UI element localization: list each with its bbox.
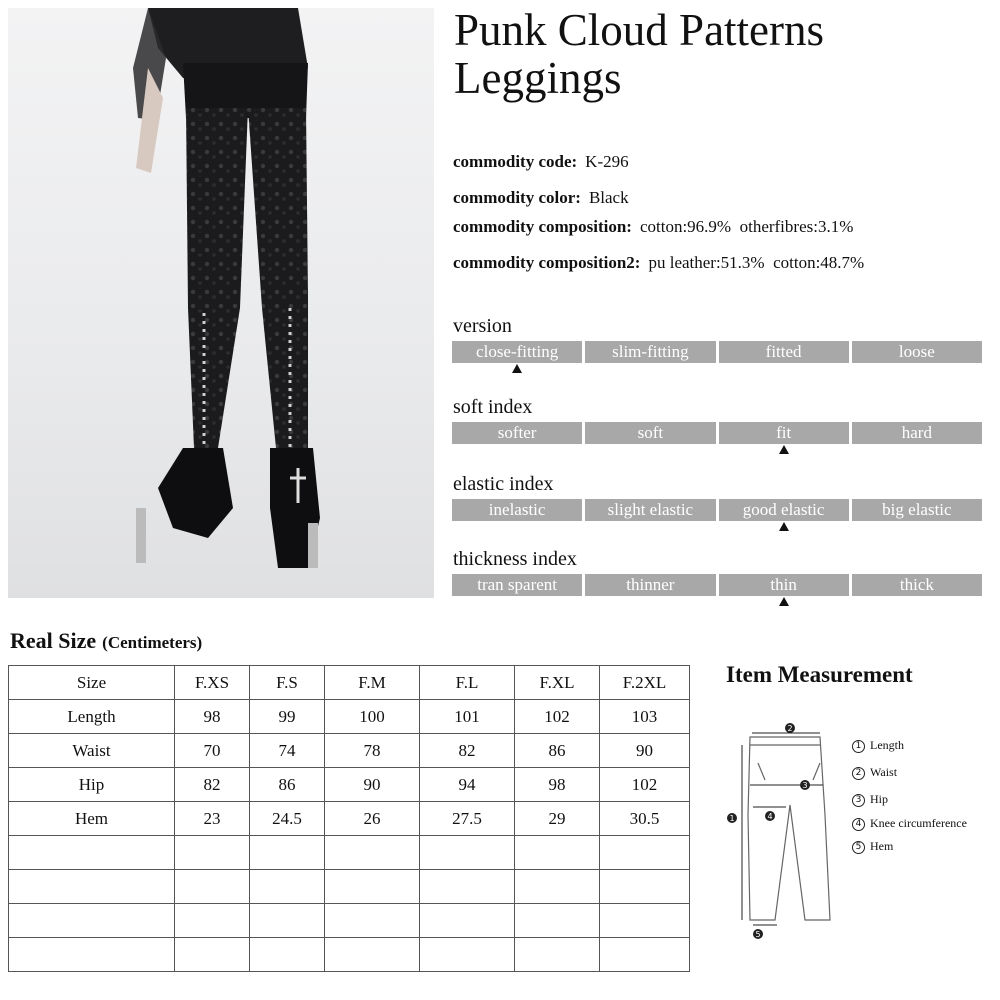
table-cell bbox=[325, 904, 420, 938]
size-table-header: F.L bbox=[420, 666, 515, 700]
table-cell: Hip bbox=[9, 768, 175, 802]
table-cell bbox=[250, 836, 325, 870]
table-cell: 99 bbox=[250, 700, 325, 734]
size-table-header: Size bbox=[9, 666, 175, 700]
table-cell: 23 bbox=[175, 802, 250, 836]
product-title-line2: Leggings bbox=[454, 53, 622, 103]
spec-commodity-color bbox=[453, 188, 629, 208]
spec-label: commodity color: bbox=[453, 188, 581, 207]
thickness-index-selected-marker-icon bbox=[779, 597, 789, 606]
table-cell bbox=[600, 904, 690, 938]
version-option: fitted bbox=[719, 341, 849, 363]
size-table-header: F.XS bbox=[175, 666, 250, 700]
table-cell: 24.5 bbox=[250, 802, 325, 836]
real-size-unit: (Centimeters) bbox=[102, 633, 203, 652]
table-cell: Waist bbox=[9, 734, 175, 768]
size-table-header: F.2XL bbox=[600, 666, 690, 700]
soft-index-selected-marker-icon bbox=[779, 445, 789, 454]
table-row bbox=[9, 938, 690, 972]
product-title-line1: Punk Cloud Patterns bbox=[454, 5, 825, 55]
table-cell: 82 bbox=[420, 734, 515, 768]
table-cell bbox=[9, 836, 175, 870]
legend-number: 3 bbox=[852, 794, 865, 807]
spec-composition2 bbox=[453, 253, 864, 273]
elastic-index-option: big elastic bbox=[852, 499, 982, 521]
svg-text:4: 4 bbox=[767, 812, 773, 821]
table-row bbox=[9, 802, 690, 836]
table-cell bbox=[600, 836, 690, 870]
table-cell: 102 bbox=[600, 768, 690, 802]
svg-text:3: 3 bbox=[802, 781, 808, 790]
table-cell: Length bbox=[9, 700, 175, 734]
table-cell: 74 bbox=[250, 734, 325, 768]
table-cell: 29 bbox=[515, 802, 600, 836]
version-option: loose bbox=[852, 341, 982, 363]
table-cell bbox=[515, 836, 600, 870]
table-cell: 30.5 bbox=[600, 802, 690, 836]
soft-index-option: soft bbox=[585, 422, 715, 444]
table-cell: 78 bbox=[325, 734, 420, 768]
real-size-title: Real Size bbox=[10, 628, 97, 653]
size-table-header-row bbox=[9, 666, 690, 700]
elastic-index-option: slight elastic bbox=[585, 499, 715, 521]
table-cell: 70 bbox=[175, 734, 250, 768]
table-cell bbox=[175, 904, 250, 938]
table-cell: 103 bbox=[600, 700, 690, 734]
measurement-legend-item bbox=[852, 839, 893, 854]
table-cell: 86 bbox=[250, 768, 325, 802]
thickness-index-option: tran sparent bbox=[452, 574, 582, 596]
table-cell bbox=[9, 904, 175, 938]
version-selected-marker-icon bbox=[512, 364, 522, 373]
legend-number: 1 bbox=[852, 740, 865, 753]
table-cell: 98 bbox=[175, 700, 250, 734]
table-cell bbox=[600, 870, 690, 904]
product-title bbox=[454, 6, 984, 102]
table-cell bbox=[9, 938, 175, 972]
table-row bbox=[9, 904, 690, 938]
legend-number: 2 bbox=[852, 767, 865, 780]
table-cell bbox=[600, 938, 690, 972]
table-cell bbox=[325, 870, 420, 904]
table-cell bbox=[325, 938, 420, 972]
spec-commodity-code bbox=[453, 152, 629, 172]
product-photo bbox=[8, 8, 434, 598]
svg-text:1: 1 bbox=[729, 814, 735, 823]
size-table-header: F.M bbox=[325, 666, 420, 700]
spec-value: K-296 bbox=[585, 152, 629, 171]
table-cell bbox=[175, 870, 250, 904]
legend-label: Knee circumference bbox=[870, 816, 967, 830]
thickness-index-option: thinner bbox=[585, 574, 715, 596]
table-cell: 90 bbox=[325, 768, 420, 802]
table-row bbox=[9, 768, 690, 802]
table-cell: 102 bbox=[515, 700, 600, 734]
elastic-index-selected-marker-icon bbox=[779, 522, 789, 531]
thickness-index-bar bbox=[452, 574, 982, 596]
table-cell: 27.5 bbox=[420, 802, 515, 836]
thickness-index-option: thin bbox=[719, 574, 849, 596]
table-cell: 100 bbox=[325, 700, 420, 734]
table-cell bbox=[420, 870, 515, 904]
size-table-header: F.S bbox=[250, 666, 325, 700]
version-option: slim-fitting bbox=[585, 341, 715, 363]
table-cell: 82 bbox=[175, 768, 250, 802]
table-cell bbox=[175, 938, 250, 972]
measurement-legend-item bbox=[852, 765, 897, 780]
size-table bbox=[8, 665, 690, 972]
table-cell: 86 bbox=[515, 734, 600, 768]
elastic-index-option: good elastic bbox=[719, 499, 849, 521]
table-cell bbox=[175, 836, 250, 870]
table-cell bbox=[9, 870, 175, 904]
table-cell: Hem bbox=[9, 802, 175, 836]
legend-label: Hip bbox=[870, 792, 888, 806]
spec-composition bbox=[453, 217, 853, 237]
legend-label: Length bbox=[870, 738, 904, 752]
table-cell bbox=[250, 870, 325, 904]
spec-value: Black bbox=[588, 188, 629, 207]
thickness-index-label: thickness index bbox=[453, 548, 577, 570]
version-bar bbox=[452, 341, 982, 363]
trousers-diagram-icon bbox=[720, 715, 845, 945]
spec-label: commodity code: bbox=[453, 152, 578, 171]
legend-label: Waist bbox=[870, 765, 898, 779]
table-row bbox=[9, 700, 690, 734]
table-cell bbox=[420, 904, 515, 938]
svg-text:2: 2 bbox=[787, 724, 793, 733]
soft-index-option: fit bbox=[719, 422, 849, 444]
table-cell: 90 bbox=[600, 734, 690, 768]
table-row bbox=[9, 870, 690, 904]
legend-label: Hem bbox=[870, 839, 894, 853]
soft-index-option: hard bbox=[852, 422, 982, 444]
soft-index-option: softer bbox=[452, 422, 582, 444]
spec-value: cotton:96.9% otherfibres:3.1% bbox=[639, 217, 854, 236]
svg-text:5: 5 bbox=[755, 930, 761, 939]
spec-label: commodity composition2: bbox=[453, 253, 641, 272]
table-cell: 26 bbox=[325, 802, 420, 836]
elastic-index-bar bbox=[452, 499, 982, 521]
spec-value: pu leather:51.3% cotton:48.7% bbox=[648, 253, 865, 272]
table-cell: 98 bbox=[515, 768, 600, 802]
thickness-index-option: thick bbox=[852, 574, 982, 596]
table-cell bbox=[250, 938, 325, 972]
spec-label: commodity composition: bbox=[453, 217, 632, 236]
real-size-heading bbox=[10, 628, 202, 654]
measurement-legend-item bbox=[852, 792, 888, 807]
table-cell bbox=[515, 870, 600, 904]
table-row bbox=[9, 836, 690, 870]
table-cell bbox=[325, 836, 420, 870]
legend-number: 5 bbox=[852, 841, 865, 854]
measurement-legend-item bbox=[852, 738, 904, 753]
version-option: close-fitting bbox=[452, 341, 582, 363]
elastic-index-option: inelastic bbox=[452, 499, 582, 521]
table-cell bbox=[420, 938, 515, 972]
legend-number: 4 bbox=[852, 818, 865, 831]
table-cell bbox=[515, 938, 600, 972]
table-cell bbox=[250, 904, 325, 938]
measurement-legend-item bbox=[852, 816, 967, 831]
size-table-header: F.XL bbox=[515, 666, 600, 700]
soft-index-bar bbox=[452, 422, 982, 444]
item-measurement-title: Item Measurement bbox=[726, 662, 913, 687]
table-cell: 94 bbox=[420, 768, 515, 802]
elastic-index-label: elastic index bbox=[453, 473, 554, 495]
soft-index-label: soft index bbox=[453, 396, 533, 418]
table-cell bbox=[420, 836, 515, 870]
table-row bbox=[9, 734, 690, 768]
table-cell: 101 bbox=[420, 700, 515, 734]
version-label: version bbox=[453, 315, 512, 337]
table-cell bbox=[515, 904, 600, 938]
